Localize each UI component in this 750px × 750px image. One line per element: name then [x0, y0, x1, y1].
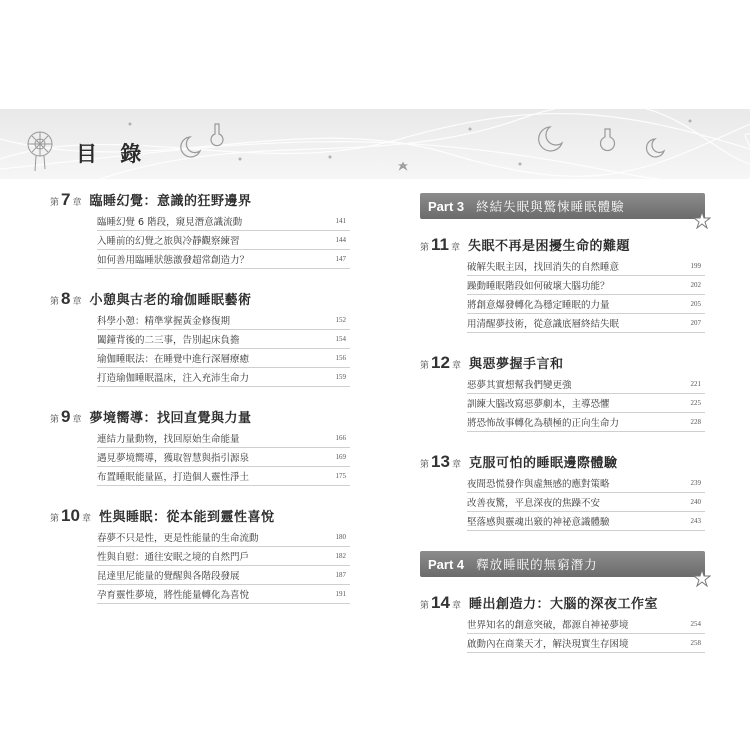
entry-title: 連結力量動物，找回原始生命能量 — [97, 434, 240, 445]
entry-title: 布置睡眠能量區，打造個人靈性淨土 — [97, 472, 250, 483]
chapter-heading — [420, 593, 705, 615]
toc-entry — [97, 585, 350, 604]
page-number: 205 — [690, 300, 701, 308]
toc-entry — [467, 615, 705, 634]
entry-title: 夜間恐慌發作與虛無感的應對策略 — [467, 479, 610, 490]
page-number: 166 — [335, 434, 346, 442]
chapter-block — [50, 407, 350, 486]
chapter-number: 14 — [431, 593, 450, 612]
chapter-block — [50, 190, 350, 269]
entry-title: 科學小憩：精準掌握黃金修復期 — [97, 316, 231, 327]
left-column — [50, 190, 350, 624]
chapter-suffix: 章 — [451, 601, 461, 611]
toc-entry — [467, 634, 705, 653]
entry-title: 破解失眠主因，找回消失的自然睡意 — [467, 262, 620, 273]
entry-list — [96, 311, 350, 387]
chapter-title: 與惡夢握手言和 — [468, 357, 564, 372]
entry-title: 惡夢其實想幫我們變更強 — [467, 380, 572, 391]
entry-title: 瑜伽睡眠法：在睡覺中進行深層療癒 — [97, 354, 250, 365]
chapter-prefix: 第 — [420, 460, 430, 470]
entry-title: 闔鐘背後的二三事，告別起床負擔 — [97, 335, 240, 346]
toc-entry — [467, 257, 705, 276]
part-label: Part 3 — [428, 198, 465, 214]
page-number: 169 — [335, 453, 346, 461]
page-number: 147 — [335, 255, 346, 263]
entry-title: 將恐怖故事轉化為積極的正向生命力 — [467, 418, 620, 429]
entry-list — [96, 429, 350, 486]
chapter-suffix: 章 — [451, 361, 461, 371]
toc-entry — [97, 231, 350, 250]
toc-entry — [97, 212, 350, 231]
entry-list — [466, 474, 705, 531]
right-column — [420, 193, 705, 673]
chapter-suffix: 章 — [451, 460, 461, 470]
entry-title: 性與自慰：通往安眠之境的自然門戶 — [97, 552, 250, 563]
toc-entry — [97, 528, 350, 547]
chapter-title: 夢境嚮導：找回直覺與力量 — [89, 411, 252, 426]
page-number: 187 — [335, 571, 346, 579]
entry-title: 春夢不只是性，更是性能量的生命流動 — [97, 533, 259, 544]
chapter-heading — [50, 407, 350, 429]
toc-entry — [97, 349, 350, 368]
entry-title: 訓練大腦改寫惡夢劇本，主導恐懼 — [467, 399, 610, 410]
chapter-suffix: 章 — [451, 243, 461, 253]
page-number: 225 — [690, 399, 701, 407]
chapter-prefix: 第 — [420, 243, 430, 253]
toc-entry — [467, 512, 705, 531]
part-title: 終結失眠與驚悚睡眠體驗 — [476, 199, 625, 214]
entry-title: 打造瑜伽睡眠溫床，注入充沛生命力 — [97, 373, 250, 384]
toc-entry — [97, 547, 350, 566]
page-number: 159 — [335, 373, 346, 381]
entry-title: 孕育靈性夢境，將性能量轉化為喜悅 — [97, 590, 250, 601]
chapter-block — [420, 593, 705, 653]
entry-title: 昆達里尼能量的覺醒與各階段發展 — [97, 571, 240, 582]
page-number: 182 — [335, 552, 346, 560]
star-icon — [693, 211, 711, 229]
chapter-block — [50, 506, 350, 604]
chapter-heading — [420, 452, 705, 474]
chapter-block — [420, 452, 705, 531]
chapter-heading — [420, 235, 705, 257]
page-number: 258 — [690, 639, 701, 647]
page-number: 175 — [335, 472, 346, 480]
toc-entry — [97, 250, 350, 269]
page-number: 152 — [335, 316, 346, 324]
entry-title: 如何善用臨睡狀態激發超常創造力？ — [97, 255, 250, 266]
chapter-number: 13 — [431, 452, 450, 471]
toc-entry — [97, 311, 350, 330]
chapter-prefix: 第 — [420, 361, 430, 371]
chapter-heading — [420, 353, 705, 375]
chapter-title: 小憩與古老的瑜伽睡眠藝術 — [89, 293, 252, 308]
entry-title: 世界知名的創意突破，都源自神祕夢境 — [467, 620, 629, 631]
chapter-title: 性與睡眠：從本能到靈性喜悅 — [98, 510, 275, 525]
toc-entry — [97, 330, 350, 349]
chapter-prefix: 第 — [50, 297, 60, 307]
page-number: 221 — [690, 380, 701, 388]
chapter-suffix: 章 — [72, 297, 82, 307]
toc-entry — [467, 394, 705, 413]
chapter-prefix: 第 — [420, 601, 430, 611]
chapter-heading — [50, 289, 350, 311]
page-number: 254 — [690, 620, 701, 628]
toc-entry — [467, 413, 705, 432]
page-title: 目 錄 — [76, 141, 150, 166]
toc-entry — [467, 375, 705, 394]
entry-list — [96, 212, 350, 269]
page-number: 243 — [690, 517, 701, 525]
chapter-prefix: 第 — [50, 415, 60, 425]
chapter-heading — [50, 506, 350, 528]
entry-title: 用清醒夢技術，從意識底層終結失眠 — [467, 319, 620, 330]
entry-title: 臨睡幻覺 6 階段，窺見潛意識流動 — [97, 217, 243, 228]
page-number: 180 — [335, 533, 346, 541]
page-number: 202 — [690, 281, 701, 289]
entry-list — [466, 615, 705, 653]
chapter-number: 7 — [61, 190, 71, 209]
page-number: 141 — [335, 217, 346, 225]
page-number: 154 — [335, 335, 346, 343]
toc-entry — [467, 314, 705, 333]
part-header-bar — [420, 193, 705, 219]
page-number: 240 — [690, 498, 701, 506]
chapter-prefix: 第 — [50, 198, 60, 208]
chapter-suffix: 章 — [72, 198, 82, 208]
part-header-bar — [420, 551, 705, 577]
entry-title: 啟動內在商業天才，解決現實生存困境 — [467, 639, 629, 650]
toc-entry — [97, 566, 350, 585]
part-title: 釋放睡眠的無窮潛力 — [476, 557, 598, 572]
chapter-number: 10 — [61, 506, 80, 525]
toc-entry — [467, 276, 705, 295]
chapter-title: 睡出創造力：大腦的深夜工作室 — [468, 597, 658, 612]
page-number: 199 — [690, 262, 701, 270]
chapter-title: 克服可怕的睡眠邊際體驗 — [468, 456, 618, 471]
toc-entry — [467, 493, 705, 512]
star-icon — [693, 569, 711, 587]
entry-title: 堅落感與靈魂出竅的神祕意識體驗 — [467, 517, 610, 528]
chapter-heading — [50, 190, 350, 212]
page-number: 228 — [690, 418, 701, 426]
entry-title: 遇見夢境嚮導，獲取智慧與指引源泉 — [97, 453, 250, 464]
chapter-number: 12 — [431, 353, 450, 372]
chapter-number: 9 — [61, 407, 71, 426]
part-label: Part 4 — [428, 556, 465, 572]
chapter-suffix: 章 — [72, 415, 82, 425]
entry-list — [96, 528, 350, 604]
entry-title: 將創意爆發轉化為穩定睡眠的力量 — [467, 300, 610, 311]
toc-entry — [467, 295, 705, 314]
page-number: 207 — [690, 319, 701, 327]
chapter-title: 臨睡幻覺：意識的狂野邊界 — [89, 194, 252, 209]
chapter-block — [420, 235, 705, 333]
page-number: 239 — [690, 479, 701, 487]
entry-list — [466, 257, 705, 333]
toc-entry — [97, 448, 350, 467]
chapter-number: 11 — [431, 235, 449, 254]
entry-list — [466, 375, 705, 432]
page-number: 144 — [335, 236, 346, 244]
chapter-block — [420, 353, 705, 432]
chapter-title: 失眠不再是困擾生命的難題 — [468, 239, 631, 254]
chapter-suffix: 章 — [81, 514, 91, 524]
toc-entry — [97, 429, 350, 448]
chapter-block — [50, 289, 350, 387]
page-number: 156 — [335, 354, 346, 362]
toc-entry — [467, 474, 705, 493]
toc-entry — [97, 467, 350, 486]
entry-title: 入睡前的幻覺之旅與冷靜觀察練習 — [97, 236, 240, 247]
page-number: 191 — [335, 590, 346, 598]
toc-entry — [97, 368, 350, 387]
chapter-number: 8 — [61, 289, 71, 308]
entry-title: 改善夜驚，平息深夜的焦躁不安 — [467, 498, 601, 509]
entry-title: 躁動睡眠階段如何破壞大腦功能？ — [467, 281, 610, 292]
chapter-prefix: 第 — [50, 514, 60, 524]
